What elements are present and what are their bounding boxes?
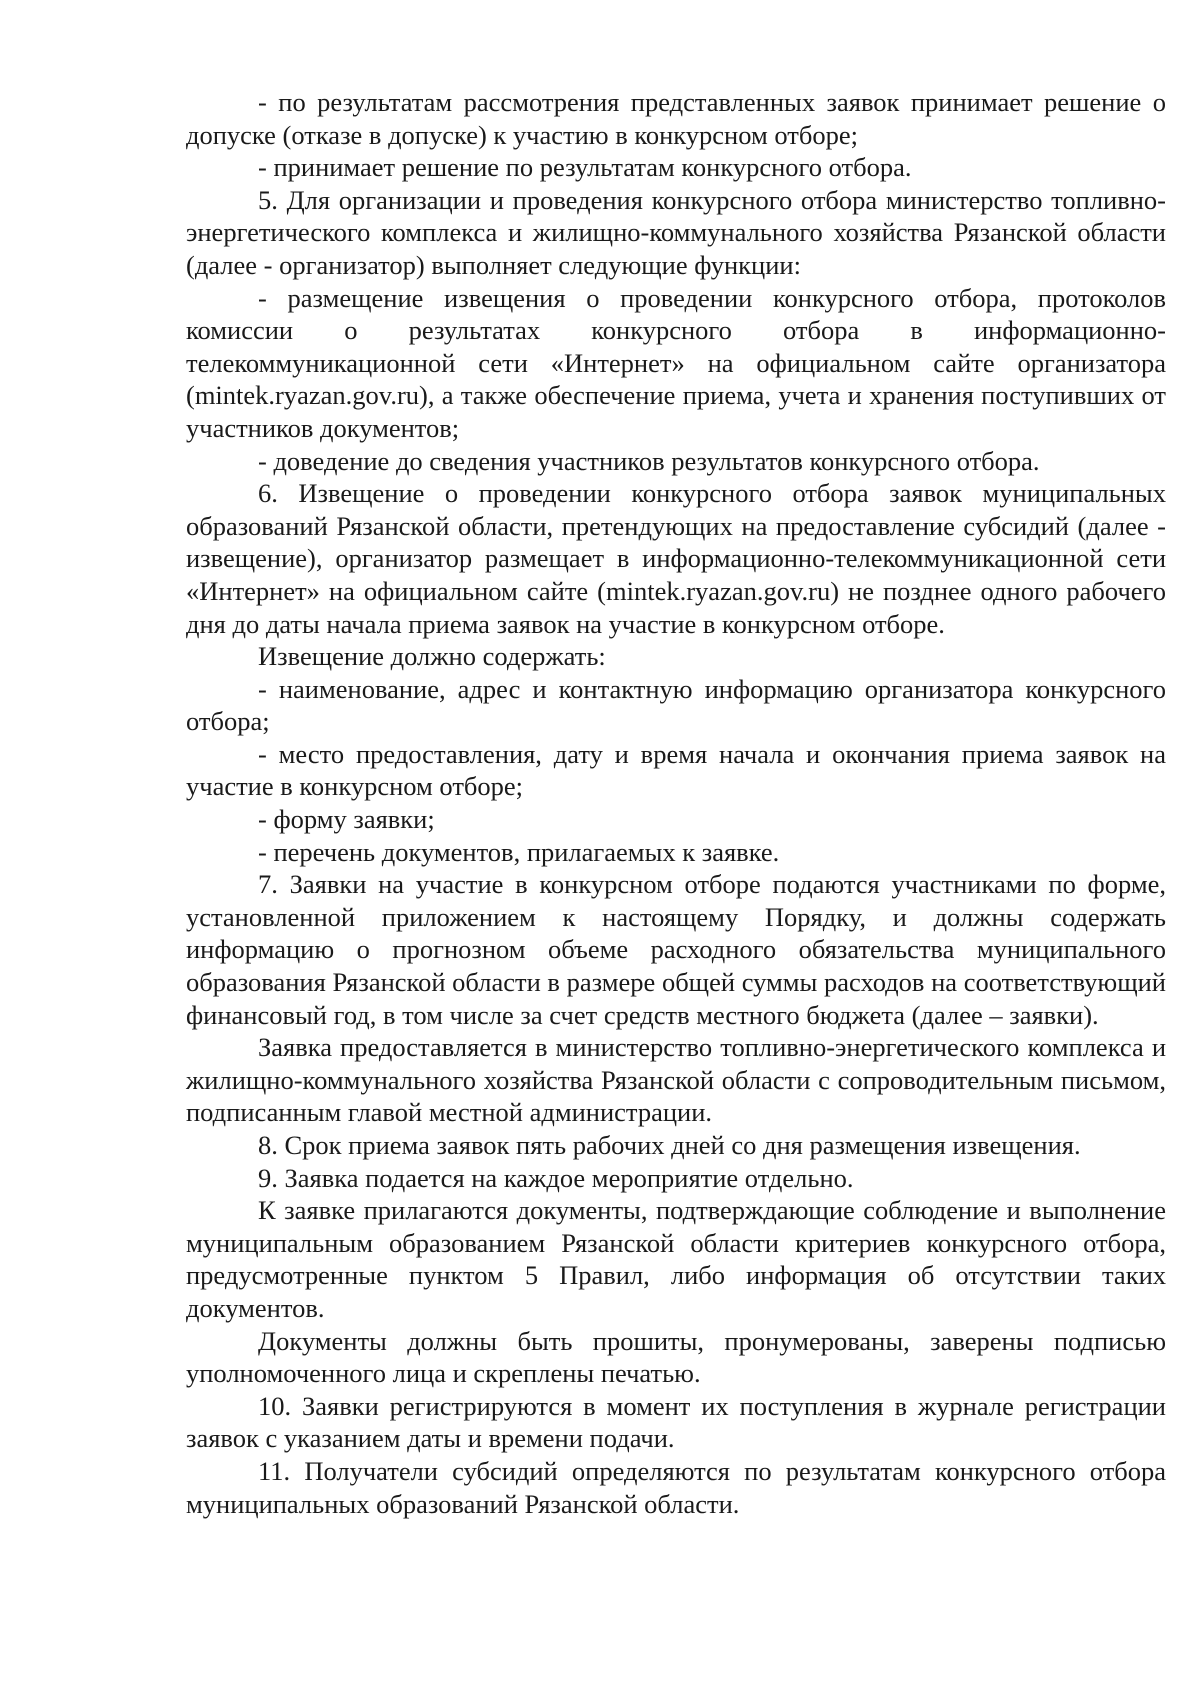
paragraph-attached-documents: К заявке прилагаются документы, подтверждающие соблюдение и выполнение муниципальным образованием Рязанской области критериев конкурсного отбора, предусмотренные пунктом 5 Правил, либо информация об отсутствии таких документов.	[186, 1195, 1166, 1323]
paragraph-decision-results: - принимает решение по результатам конкурсного отбора.	[258, 152, 912, 183]
paragraph-item-9: 9. Заявка подается на каждое мероприятие отдельно.	[258, 1162, 854, 1193]
paragraph-results-communication: - доведение до сведения участников результатов конкурсного отбора.	[258, 445, 1040, 476]
paragraph-decision-admission: - по результатам рассмотрения представленных заявок принимает решение о допуске (отказе в допуске) к участию в конкурсном отборе;	[186, 87, 1166, 150]
document-body	[186, 86, 1166, 1520]
paragraph-item-10: 10. Заявки регистрируются в момент их поступления в журнале регистрации заявок с указанием даты и времени подачи.	[186, 1390, 1166, 1454]
paragraph-organizer-info: - наименование, адрес и контактную информацию организатора конкурсного отбора;	[186, 673, 1166, 737]
paragraph-item-5: 5. Для организации и проведения конкурсного отбора министерство топливно-энергетического комплекса и жилищно-коммунального хозяйства Рязанской области (далее - организатор) выполняет следующие функции:	[186, 184, 1166, 280]
paragraph-documents-requirements: Документы должны быть прошиты, пронумерованы, заверены подписью уполномоченного лица и скреплены печатью.	[186, 1325, 1166, 1389]
paragraph-item-11: 11. Получатели субсидий определяются по результатам конкурсного отбора муниципальных образований Рязанской области.	[186, 1455, 1166, 1519]
paragraph-notice-placement: - размещение извещения о проведении конкурсного отбора, протоколов комиссии о результатах конкурсного отбора в информационно-телекоммуникационной сети «Интернет» на официальном сайте организатора (mintek.ryazan.gov.ru), а также обеспечение приема, учета и хранения поступивших от участников документов;	[186, 282, 1166, 443]
paragraph-item-6: 6. Извещение о проведении конкурсного отбора заявок муниципальных образований Рязанской области, претендующих на предоставление субсидий (далее - извещение), организатор размещает в информационно-телекоммуникационной сети «Интернет» на официальном сайте (mintek.ryazan.gov.ru) не позднее одного рабочего дня до даты начала приема заявок на участие в конкурсном отборе.	[186, 478, 1166, 639]
paragraph-notice-contents-heading: Извещение должно содержать:	[258, 641, 606, 672]
paragraph-application-submission: Заявка предоставляется в министерство топливно-энергетического комплекса и жилищно-коммунального хозяйства Рязанской области с сопроводительным письмом, подписанным главой местной администрации.	[186, 1032, 1166, 1128]
paragraph-item-8: 8. Срок приема заявок пять рабочих дней со дня размещения извещения.	[258, 1130, 1081, 1160]
paragraph-application-form: - форму заявки;	[258, 804, 435, 835]
paragraph-documents-list: - перечень документов, прилагаемых к заявке.	[258, 836, 780, 867]
paragraph-submission-place-time: - место предоставления, дату и время начала и окончания приема заявок на участие в конкурсном отборе;	[186, 738, 1166, 802]
paragraph-item-7: 7. Заявки на участие в конкурсном отборе подаются участниками по форме, установленной приложением к настоящему Порядку, и должны содержать информацию о прогнозном объеме расходного обязательства муниципального образования Рязанской области в размере общей суммы расходов на соответствующий финансовый год, в том числе за счет средств местного бюджета (далее – заявки).	[186, 869, 1166, 1030]
